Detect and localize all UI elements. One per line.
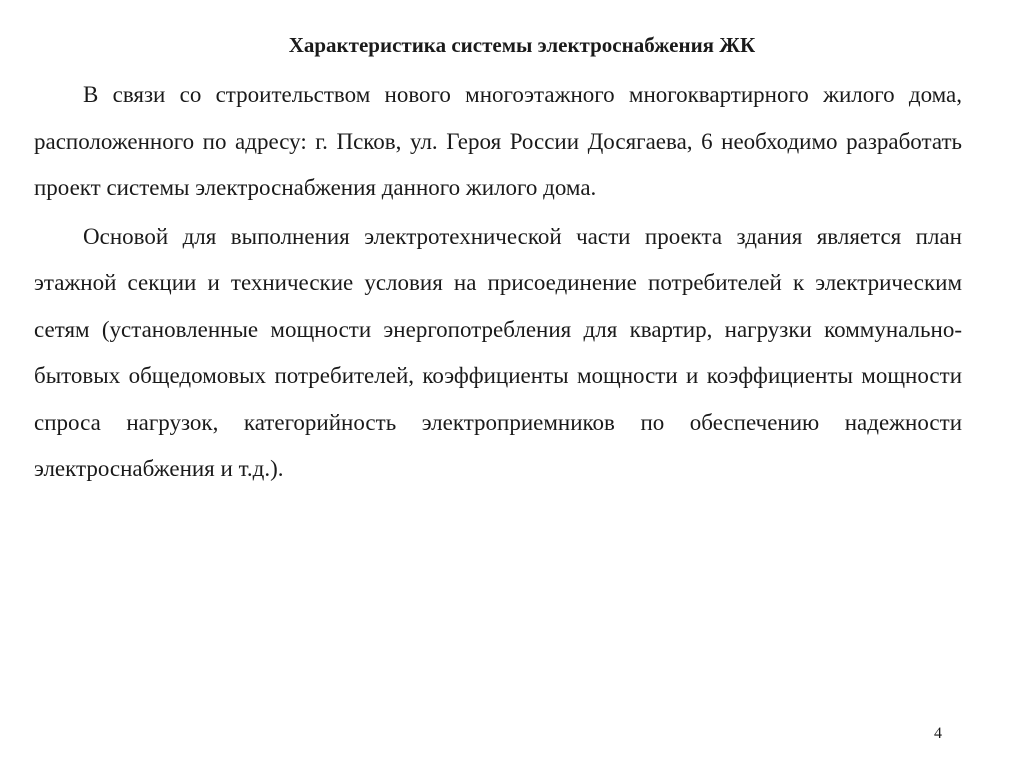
page-number: 4 xyxy=(934,725,942,742)
paragraph-1: В связи со строительством нового многоэтажного многоквартирного жилого дома, расположенного по адресу: г. Псков, ул. Героя России Досягаева, 6 необходимо разработать проект системы электроснабжения данного жилого дома. xyxy=(34,82,962,200)
page-title: Характеристика системы электроснабжения ЖК xyxy=(288,33,756,57)
body-text xyxy=(34,72,962,495)
paragraph-2: Основой для выполнения электротехнической части проекта здания является план этажной секции и технические условия на присоединение потребителей к электрическим сетям (установленные мощности энергопотребления для квартир, нагрузки коммунально-бытовых общедомовых потребителей, коэффициенты мощности и коэффициенты мощности спроса нагрузок, категорийность электроприемников по обеспечению надежности электроснабжения и т.д.). xyxy=(34,223,962,481)
